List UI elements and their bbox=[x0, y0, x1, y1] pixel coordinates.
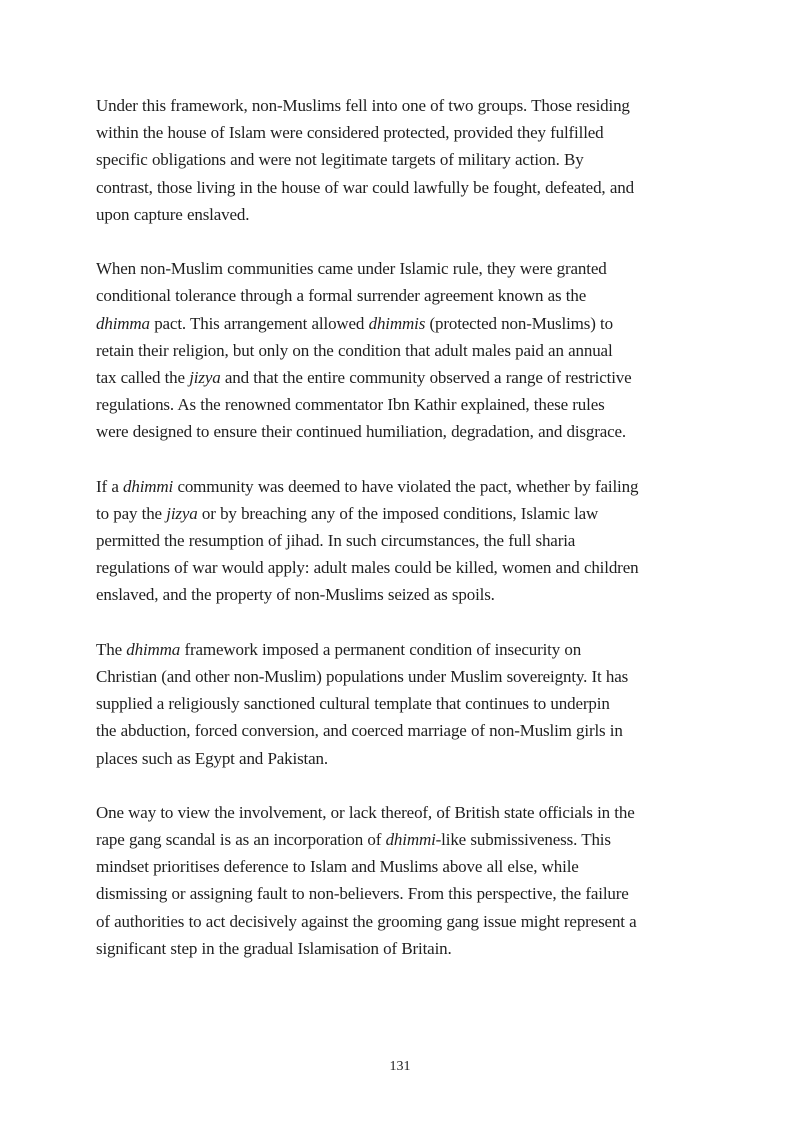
text-segment: and that the entire community observed a range of restrictive bbox=[220, 367, 632, 387]
text-line bbox=[96, 527, 696, 554]
text-segment: the abduction, forced conversion, and coerced marriage of non-Muslim girls in bbox=[96, 721, 623, 741]
text-segment: or by breaching any of the imposed conditions, Islamic law bbox=[197, 503, 599, 523]
text-segment: of authorities to act decisively against the grooming gang issue might represent a bbox=[96, 911, 637, 931]
text-line bbox=[96, 663, 696, 690]
text-segment: (protected non-Muslims) to bbox=[425, 313, 613, 333]
text-line bbox=[96, 418, 696, 445]
text-line bbox=[96, 364, 696, 391]
text-segment: One way to view the involvement, or lack thereof, of British state officials in the bbox=[96, 802, 635, 822]
text-line bbox=[96, 500, 696, 527]
italic-term: dhimmis bbox=[368, 313, 426, 333]
text-segment: dismissing or assigning fault to non-believers. From this perspective, the failure bbox=[96, 884, 629, 904]
text-line bbox=[96, 935, 696, 962]
text-segment: were designed to ensure their continued humiliation, degradation, and disgrace. bbox=[96, 422, 626, 442]
text-segment: framework imposed a permanent condition of insecurity on bbox=[180, 639, 582, 659]
text-segment: When non-Muslim communities came under Islamic rule, they were granted bbox=[96, 259, 607, 279]
text-line bbox=[96, 146, 696, 173]
text-line bbox=[96, 853, 696, 880]
text-line bbox=[96, 908, 696, 935]
paragraph bbox=[96, 799, 696, 962]
text-line bbox=[96, 282, 696, 309]
italic-term: dhimmi bbox=[385, 830, 436, 850]
text-segment: specific obligations and were not legitimate targets of military action. By bbox=[96, 150, 584, 170]
page-number: 131 bbox=[389, 1059, 411, 1074]
text-segment: regulations of war would apply: adult males could be killed, women and children bbox=[96, 558, 639, 578]
paragraph bbox=[96, 255, 696, 445]
text-line bbox=[96, 690, 696, 717]
text-segment: enslaved, and the property of non-Muslims seized as spoils. bbox=[96, 585, 495, 605]
text-segment: The bbox=[96, 639, 127, 659]
text-segment: places such as Egypt and Pakistan. bbox=[96, 748, 328, 768]
text-line bbox=[96, 310, 696, 337]
text-line bbox=[96, 255, 696, 282]
text-segment: community was deemed to have violated the pact, whether by failing bbox=[173, 476, 639, 496]
text-segment: rape gang scandal is as an incorporation of bbox=[96, 830, 386, 850]
paragraph bbox=[96, 473, 696, 609]
text-line bbox=[96, 745, 696, 772]
text-segment: permitted the resumption of jihad. In such circumstances, the full sharia bbox=[96, 531, 576, 550]
text-line bbox=[96, 201, 696, 228]
text-segment: tax called the bbox=[96, 367, 190, 387]
italic-term: dhimma bbox=[96, 313, 150, 333]
text-line bbox=[96, 581, 696, 608]
text-line bbox=[96, 799, 696, 826]
text-segment: retain their religion, but only on the condition that adult males paid an annual bbox=[96, 340, 613, 360]
text-segment: If a bbox=[96, 476, 124, 496]
text-segment: conditional tolerance through a formal surrender agreement known as the bbox=[96, 286, 587, 306]
text-segment: significant step in the gradual Islamisation of Britain. bbox=[96, 938, 452, 958]
text-segment: contrast, those living in the house of war could lawfully be fought, defeated, and bbox=[96, 177, 634, 197]
text-line bbox=[96, 174, 696, 201]
text-line bbox=[96, 554, 696, 581]
paragraph bbox=[96, 92, 696, 228]
text-segment: upon capture enslaved. bbox=[96, 204, 250, 224]
italic-term: dhimma bbox=[126, 639, 181, 659]
text-segment: supplied a religiously sanctioned cultural template that continues to underpin bbox=[96, 694, 610, 714]
text-line bbox=[96, 391, 696, 418]
text-line bbox=[96, 636, 696, 663]
text-segment: pact. This arrangement allowed bbox=[149, 313, 369, 333]
text-line bbox=[96, 337, 696, 364]
paragraph bbox=[96, 636, 696, 772]
italic-term: jizya bbox=[189, 367, 221, 387]
italic-term: dhimmi bbox=[123, 476, 174, 496]
text-segment: to pay the bbox=[96, 503, 167, 523]
text-segment: Under this framework, non-Muslims fell into one of two groups. Those residing bbox=[96, 96, 630, 115]
text-segment: -like submissiveness. This bbox=[435, 830, 611, 850]
text-segment: mindset prioritises deference to Islam and Muslims above all else, while bbox=[96, 857, 579, 877]
text-line bbox=[96, 119, 696, 146]
text-line bbox=[96, 880, 696, 907]
text-segment: within the house of Islam were considered protected, provided they fulfilled bbox=[96, 123, 604, 143]
text-line bbox=[96, 826, 696, 853]
body-text bbox=[96, 92, 696, 989]
text-segment: regulations. As the renowned commentator Ibn Kathir explained, these rules bbox=[96, 395, 605, 415]
text-line bbox=[96, 473, 696, 500]
text-segment: Christian (and other non-Muslim) populations under Muslim sovereignty. It has bbox=[96, 666, 629, 686]
italic-term: jizya bbox=[166, 503, 198, 523]
text-line bbox=[96, 717, 696, 744]
text-line bbox=[96, 92, 696, 119]
